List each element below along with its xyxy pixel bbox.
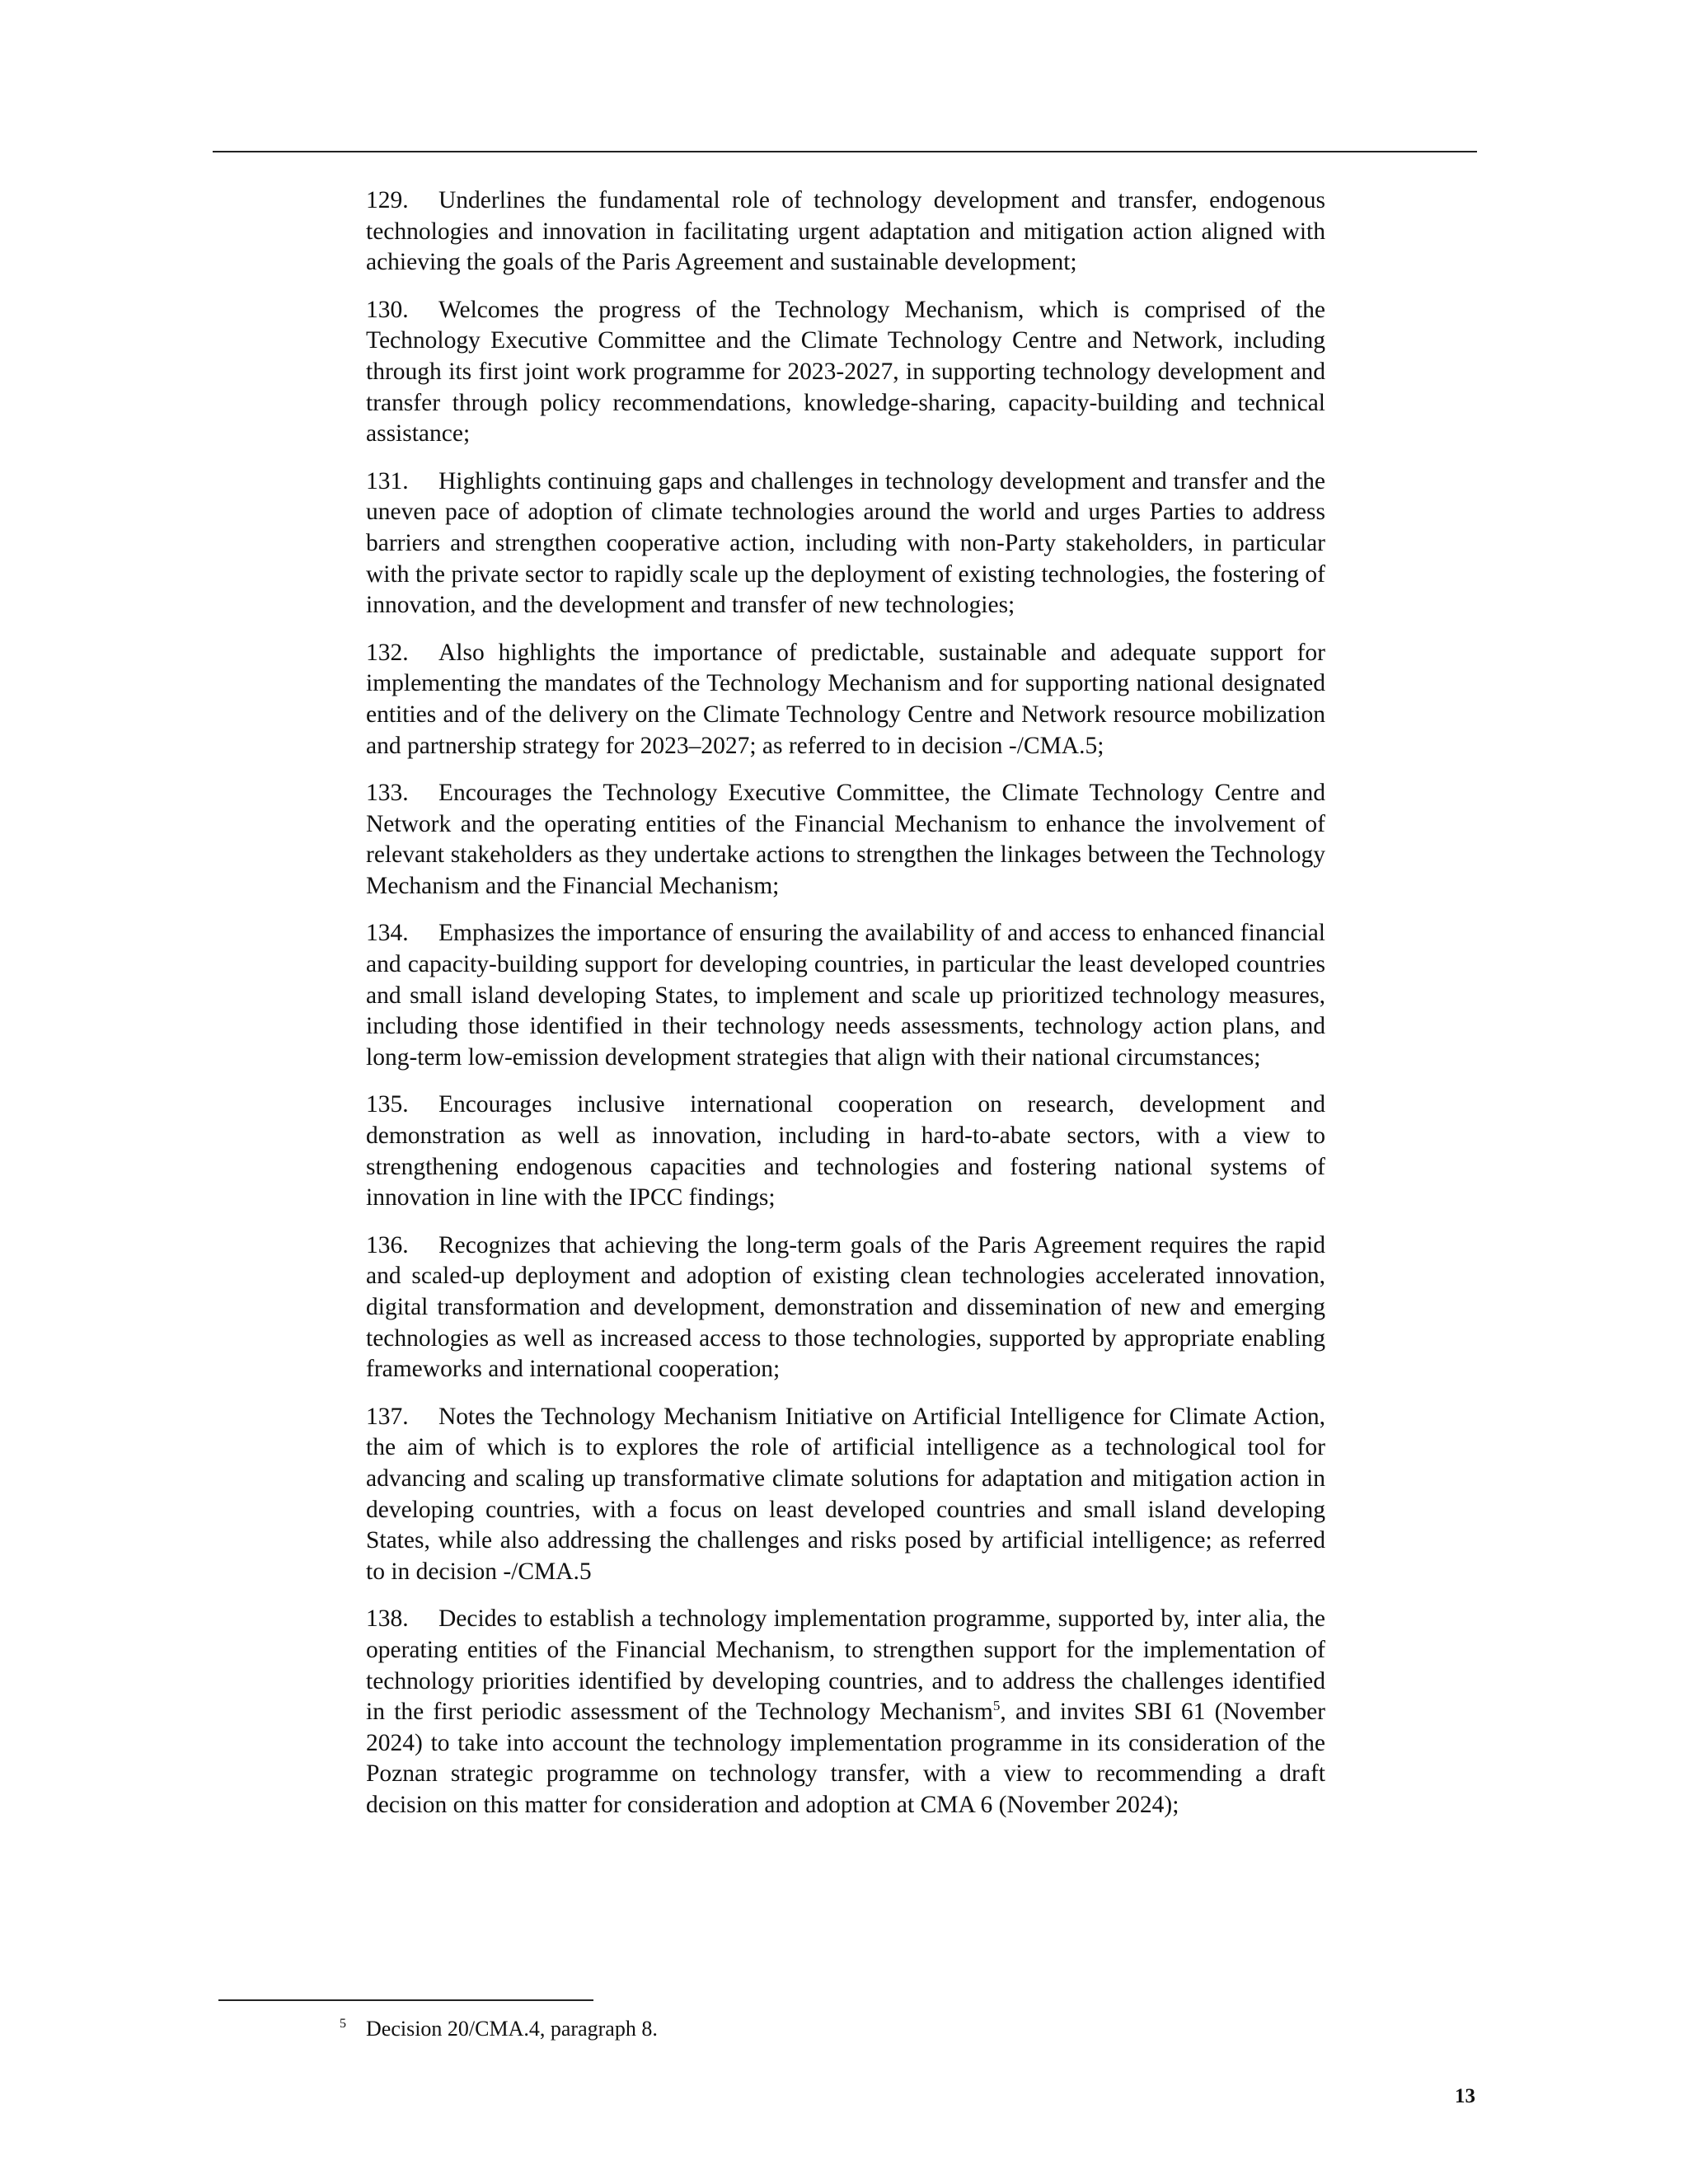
header-rule: [213, 151, 1477, 152]
paragraph-129: [366, 185, 1325, 279]
paragraph-138: [366, 1604, 1325, 1821]
paragraph-text: Recognizes that achieving the long-term goals of the Paris Agreement requires the rapid and scaled-up deployment and adoption of existing clean technologies accelerated innovation, digital transformation and development, demonstration and dissemination of new and emerging technologies as well as increased access to those technologies, supported by appropriate enabling frameworks and international cooperation;: [366, 1231, 1325, 1383]
paragraph-131: [366, 466, 1325, 621]
paragraph-number: 138.: [366, 1605, 409, 1633]
paragraph-133: [366, 778, 1325, 902]
paragraph-135: [366, 1090, 1325, 1213]
footnote-rule: [218, 1999, 593, 2001]
paragraph-text: Emphasizes the importance of ensuring the availability of and access to enhanced financial and capacity-building support for developing countries, in particular the least developed countries and small island developing States, to implement and scale up prioritized technology measures, including those identified in their technology needs assessments, technology action plans, and long-term low-emission development strategies that align with their national circumstances;: [366, 920, 1325, 1071]
paragraph-number: 134.: [366, 920, 409, 947]
paragraph-text: Welcomes the progress of the Technology Mechanism, which is comprised of the Technology Executive Committee and the Climate Technology Centre and Network, including through its first joint work programme for 2023-2027, in supporting technology development and transfer through policy recommendations, knowledge-sharing, capacity-building and technical assistance;: [366, 296, 1325, 448]
paragraph-number: 129.: [366, 187, 409, 213]
paragraph-number: 131.: [366, 467, 409, 494]
paragraph-text: Also highlights the importance of predictable, sustainable and adequate support for implementing the mandates of the Technology Mechanism and for supporting national designated entities and of the delivery on the Climate Technology Centre and Network resource mobilization and partnership strategy for 2023–2027; as referred to in decision -/CMA.5;: [366, 639, 1325, 759]
paragraph-137: [366, 1402, 1325, 1588]
footnote-text: Decision 20/CMA.4, paragraph 8.: [366, 2017, 658, 2041]
paragraph-132: [366, 638, 1325, 762]
paragraph-number: 135.: [366, 1091, 409, 1118]
paragraph-text: Highlights continuing gaps and challenges in technology development and transfer and the uneven pace of adoption of climate technologies around the world and urges Parties to address barriers and strengthen cooperative action, including with non-Party stakeholders, in particular with the private sector to rapidly scale up the deployment of existing technologies, the fostering of innovation, and the development and transfer of new technologies;: [366, 467, 1325, 619]
page-number: 13: [1455, 2085, 1475, 2107]
paragraph-number: 137.: [366, 1403, 409, 1430]
document-body: [366, 185, 1325, 1838]
paragraph-text: Notes the Technology Mechanism Initiative on Artificial Intelligence for Climate Action, the aim of which is to explores the role of artificial intelligence as a technological tool for advancing and scaling up transformative climate solutions for adaptation and mitigation action in developing countries, with a focus on least developed countries and small island developing States, while also addressing the challenges and risks posed by artificial intelligence; as referred to in decision -/CMA.5: [366, 1403, 1325, 1585]
paragraph-136: [366, 1230, 1325, 1385]
paragraph-number: 130.: [366, 296, 409, 323]
paragraph-text: Decides to establish a technology implementation programme, supported by, inter alia, the operating entities of the Financial Mechanism, to strengthen support for the implementation of technology priorities identified by developing countries, and to address the challenges identified in the first periodic assessment of the Technology Mechanism: [366, 1605, 1325, 1726]
paragraph-text: Encourages the Technology Executive Committee, the Climate Technology Centre and Network and the operating entities of the Financial Mechanism to enhance the involvement of relevant stakeholders as they undertake actions to strengthen the linkages between the Technology Mechanism and the Financial Mechanism;: [366, 780, 1325, 899]
paragraph-text: Underlines the fundamental role of technology development and transfer, endogenous technologies and innovation in facilitating urgent adaptation and mitigation action aligned with achieving the goals of the Paris Agreement and sustainable development;: [366, 187, 1325, 276]
paragraph-130: [366, 295, 1325, 450]
footnote: [340, 2015, 658, 2043]
footnote-mark: 5: [340, 2017, 346, 2031]
paragraph-134: [366, 918, 1325, 1073]
footnote-reference[interactable]: 5: [992, 1698, 1001, 1714]
paragraph-text-continued: , and invites SBI 61 (November 2024) to take into account the technology implementation programme in its consideration of the Poznan strategic programme on technology transfer, with a view to recommending a draft decision on this matter for consideration and adoption at CMA 6 (November 2024);: [366, 1699, 1326, 1818]
paragraph-number: 136.: [366, 1231, 409, 1258]
paragraph-number: 133.: [366, 780, 409, 807]
paragraph-text: Encourages inclusive international cooperation on research, development and demonstration as well as innovation, including in hard-to-abate sectors, with a view to strengthening endogenous capacities and technologies and fostering national systems of innovation in line with the IPCC findings;: [366, 1091, 1325, 1212]
paragraph-number: 132.: [366, 639, 409, 666]
